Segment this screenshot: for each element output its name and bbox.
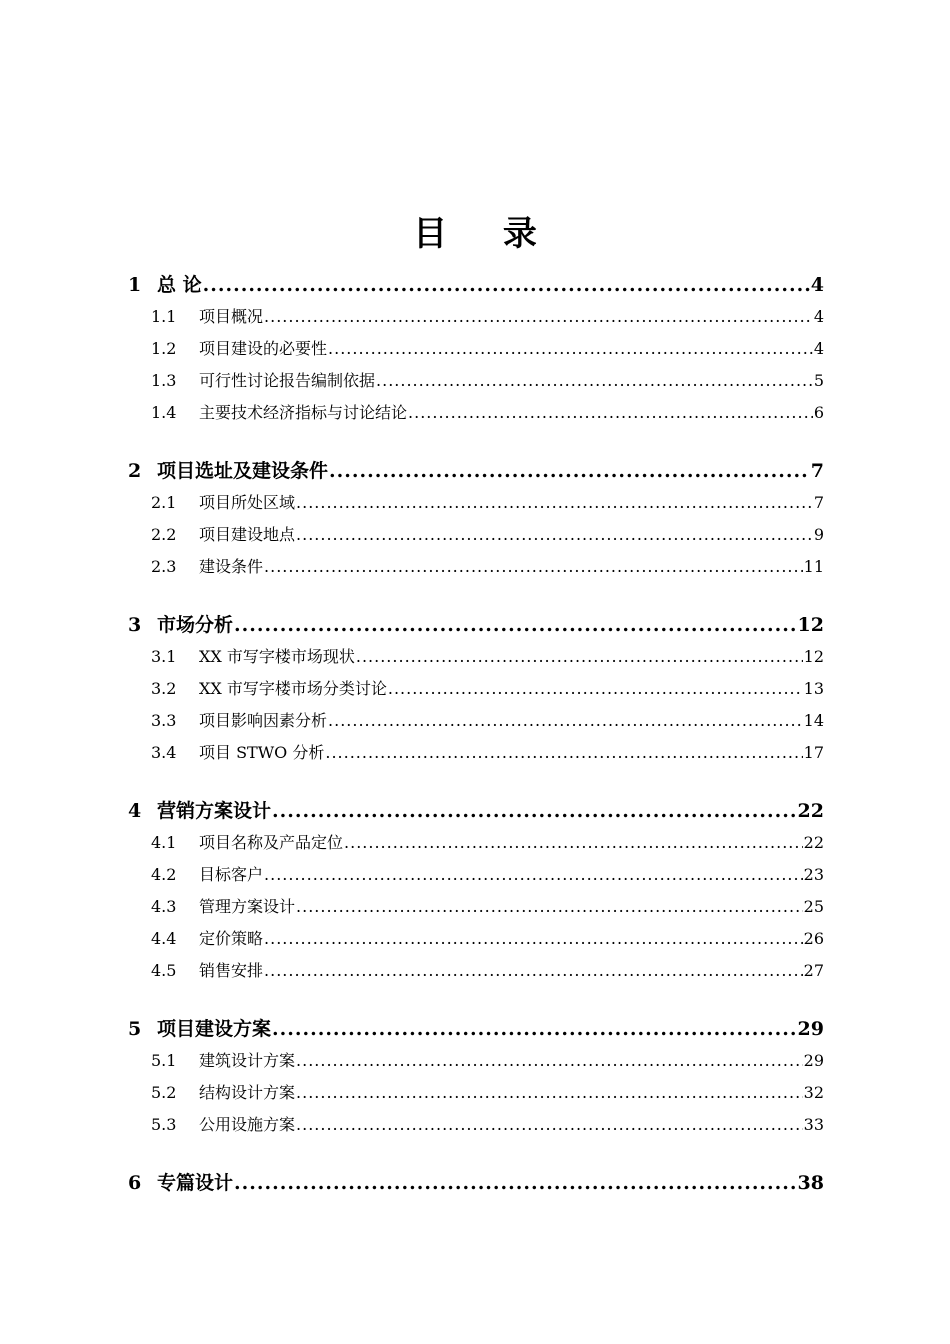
toc-subsection-entry[interactable] — [128, 522, 824, 554]
toc-dot-leader — [272, 800, 797, 822]
toc-page-number: 5 — [813, 371, 824, 390]
toc-dot-leader — [264, 929, 803, 948]
toc-subsection-entry[interactable] — [128, 490, 824, 522]
toc-dot-leader — [296, 1083, 803, 1102]
toc-entry-label: 项目建设的必要性 — [199, 339, 328, 358]
toc-entry-number: 6 — [128, 1172, 142, 1194]
toc-page-number: 23 — [803, 865, 824, 884]
toc-subsection-entry[interactable] — [128, 1080, 824, 1112]
toc-entry-number: 4.4 — [151, 929, 177, 948]
toc-page-number: 26 — [803, 929, 824, 948]
toc-entry-number: 1.2 — [151, 339, 177, 358]
toc-dot-leader — [328, 711, 803, 730]
toc-entry-number: 3.2 — [151, 679, 177, 698]
toc-dot-leader — [264, 557, 803, 576]
toc-entry-number: 2.1 — [151, 493, 177, 512]
toc-section-entry[interactable] — [128, 610, 824, 644]
toc-section-entry[interactable] — [128, 1168, 824, 1202]
toc-section-entry[interactable] — [128, 1014, 824, 1048]
toc-dot-leader — [296, 525, 813, 544]
toc-dot-leader — [388, 679, 803, 698]
toc-entry-number: 4 — [128, 800, 142, 822]
toc-dot-leader — [264, 865, 803, 884]
toc-entry-label: 公用设施方案 — [199, 1115, 296, 1134]
toc-dot-leader — [408, 403, 813, 422]
toc-section — [128, 270, 824, 432]
toc-entry-label: 项目所处区域 — [199, 493, 296, 512]
toc-subsection-entry[interactable] — [128, 708, 824, 740]
toc-dot-leader — [264, 307, 813, 326]
toc-dot-leader — [376, 371, 813, 390]
toc-dot-leader — [264, 961, 803, 980]
toc-entry-number: 3 — [128, 614, 142, 636]
toc-page-number: 29 — [803, 1051, 824, 1070]
toc-entry-label: 项目概况 — [199, 307, 264, 326]
toc-entry-number: 2.2 — [151, 525, 177, 544]
toc-entry-number: 4.1 — [151, 833, 177, 852]
toc-entry-label: 可行性讨论报告编制依据 — [199, 371, 376, 390]
toc-entry-label: 项目建设方案 — [157, 1018, 272, 1040]
page-title: 目 录 — [413, 214, 559, 254]
toc-page-number: 25 — [803, 897, 824, 916]
toc-subsection-entry[interactable] — [128, 336, 824, 368]
toc-entry-label: 目标客户 — [199, 865, 264, 884]
toc-page-number: 7 — [810, 460, 824, 482]
toc-page-number: 32 — [803, 1083, 824, 1102]
toc-entry-label: 项目建设地点 — [199, 525, 296, 544]
toc-page-number: 17 — [803, 743, 824, 762]
toc-page-number: 14 — [803, 711, 824, 730]
toc-section — [128, 1168, 824, 1202]
toc-subsection-entry[interactable] — [128, 894, 824, 926]
toc-entry-label: 总 论 — [157, 274, 202, 296]
toc-entry-number: 3.3 — [151, 711, 177, 730]
toc-entry-number: 1.4 — [151, 403, 177, 422]
toc-entry-label: 营销方案设计 — [157, 800, 272, 822]
toc-dot-leader — [234, 614, 797, 636]
toc-page-number: 27 — [803, 961, 824, 980]
toc-subsection-entry[interactable] — [128, 926, 824, 958]
toc-entry-number: 5.3 — [151, 1115, 177, 1134]
toc-subsection-entry[interactable] — [128, 830, 824, 862]
toc-subsection-entry[interactable] — [128, 740, 824, 772]
toc-entry-number: 3.1 — [151, 647, 177, 666]
toc-subsection-entry[interactable] — [128, 676, 824, 708]
toc-section — [128, 796, 824, 990]
toc-section-entry[interactable] — [128, 456, 824, 490]
toc-page-number: 4 — [810, 274, 824, 296]
toc-page-number: 29 — [797, 1018, 824, 1040]
toc-dot-leader — [344, 833, 803, 852]
toc-dot-leader — [272, 1018, 797, 1040]
toc-entry-label: 市场分析 — [157, 614, 234, 636]
toc-page-number: 12 — [803, 647, 824, 666]
toc-entry-label: 结构设计方案 — [199, 1083, 296, 1102]
toc-entry-label: 项目名称及产品定位 — [199, 833, 344, 852]
toc-subsection-entry[interactable] — [128, 644, 824, 676]
toc-entry-label: XX 市写字楼市场分类讨论 — [199, 679, 387, 698]
toc-page-number: 22 — [797, 800, 824, 822]
toc-dot-leader — [296, 1115, 803, 1134]
toc-section — [128, 456, 824, 586]
toc-entry-label: 建筑设计方案 — [199, 1051, 296, 1070]
toc-entry-label: 专篇设计 — [157, 1172, 234, 1194]
toc-page-number: 4 — [813, 339, 824, 358]
toc-dot-leader — [356, 647, 803, 666]
toc-entry-label: 项目 STWO 分析 — [199, 743, 325, 762]
toc-page-number: 9 — [813, 525, 824, 544]
toc-subsection-entry[interactable] — [128, 554, 824, 586]
toc-section — [128, 1014, 824, 1144]
toc-entry-label: 项目选址及建设条件 — [157, 460, 329, 482]
toc-entry-number: 1.3 — [151, 371, 177, 390]
toc-entry-number: 2 — [128, 460, 142, 482]
toc-dot-leader — [328, 339, 813, 358]
toc-section-entry[interactable] — [128, 796, 824, 830]
toc-entry-label: 建设条件 — [199, 557, 264, 576]
toc-entry-number: 5.2 — [151, 1083, 177, 1102]
toc-entry-label: 主要技术经济指标与讨论结论 — [199, 403, 408, 422]
toc-dot-leader — [296, 493, 813, 512]
toc-entry-number: 1 — [128, 274, 142, 296]
toc-entry-number: 5 — [128, 1018, 142, 1040]
toc-subsection-entry[interactable] — [128, 862, 824, 894]
toc-subsection-entry[interactable] — [128, 400, 824, 432]
toc-entry-label: 定价策略 — [199, 929, 264, 948]
table-of-contents — [128, 270, 824, 1226]
toc-section-entry[interactable] — [128, 270, 824, 304]
toc-subsection-entry[interactable] — [128, 304, 824, 336]
toc-dot-leader — [329, 460, 810, 482]
toc-entry-label: 管理方案设计 — [199, 897, 296, 916]
toc-entry-number: 5.1 — [151, 1051, 177, 1070]
toc-entry-label: XX 市写字楼市场现状 — [199, 647, 355, 666]
toc-subsection-entry[interactable] — [128, 1048, 824, 1080]
toc-section — [128, 610, 824, 772]
toc-page-number: 22 — [803, 833, 824, 852]
toc-entry-number: 1.1 — [151, 307, 177, 326]
toc-entry-number: 2.3 — [151, 557, 177, 576]
toc-dot-leader — [234, 1172, 797, 1194]
toc-entry-number: 3.4 — [151, 743, 177, 762]
toc-entry-label: 项目影响因素分析 — [199, 711, 328, 730]
toc-subsection-entry[interactable] — [128, 368, 824, 400]
toc-entry-number: 4.2 — [151, 865, 177, 884]
toc-page-number: 13 — [803, 679, 824, 698]
toc-page-number: 33 — [803, 1115, 824, 1134]
toc-entry-number: 4.3 — [151, 897, 177, 916]
toc-subsection-entry[interactable] — [128, 958, 824, 990]
toc-page-number: 11 — [803, 557, 824, 576]
toc-dot-leader — [296, 897, 803, 916]
toc-page-number: 38 — [797, 1172, 824, 1194]
toc-page-number: 4 — [813, 307, 824, 326]
toc-entry-number: 4.5 — [151, 961, 177, 980]
toc-page-number: 6 — [813, 403, 824, 422]
toc-subsection-entry[interactable] — [128, 1112, 824, 1144]
toc-entry-label: 销售安排 — [199, 961, 264, 980]
toc-page-number: 7 — [813, 493, 824, 512]
toc-dot-leader — [325, 743, 802, 762]
toc-page-number: 12 — [797, 614, 824, 636]
toc-dot-leader — [203, 274, 810, 296]
toc-dot-leader — [296, 1051, 803, 1070]
